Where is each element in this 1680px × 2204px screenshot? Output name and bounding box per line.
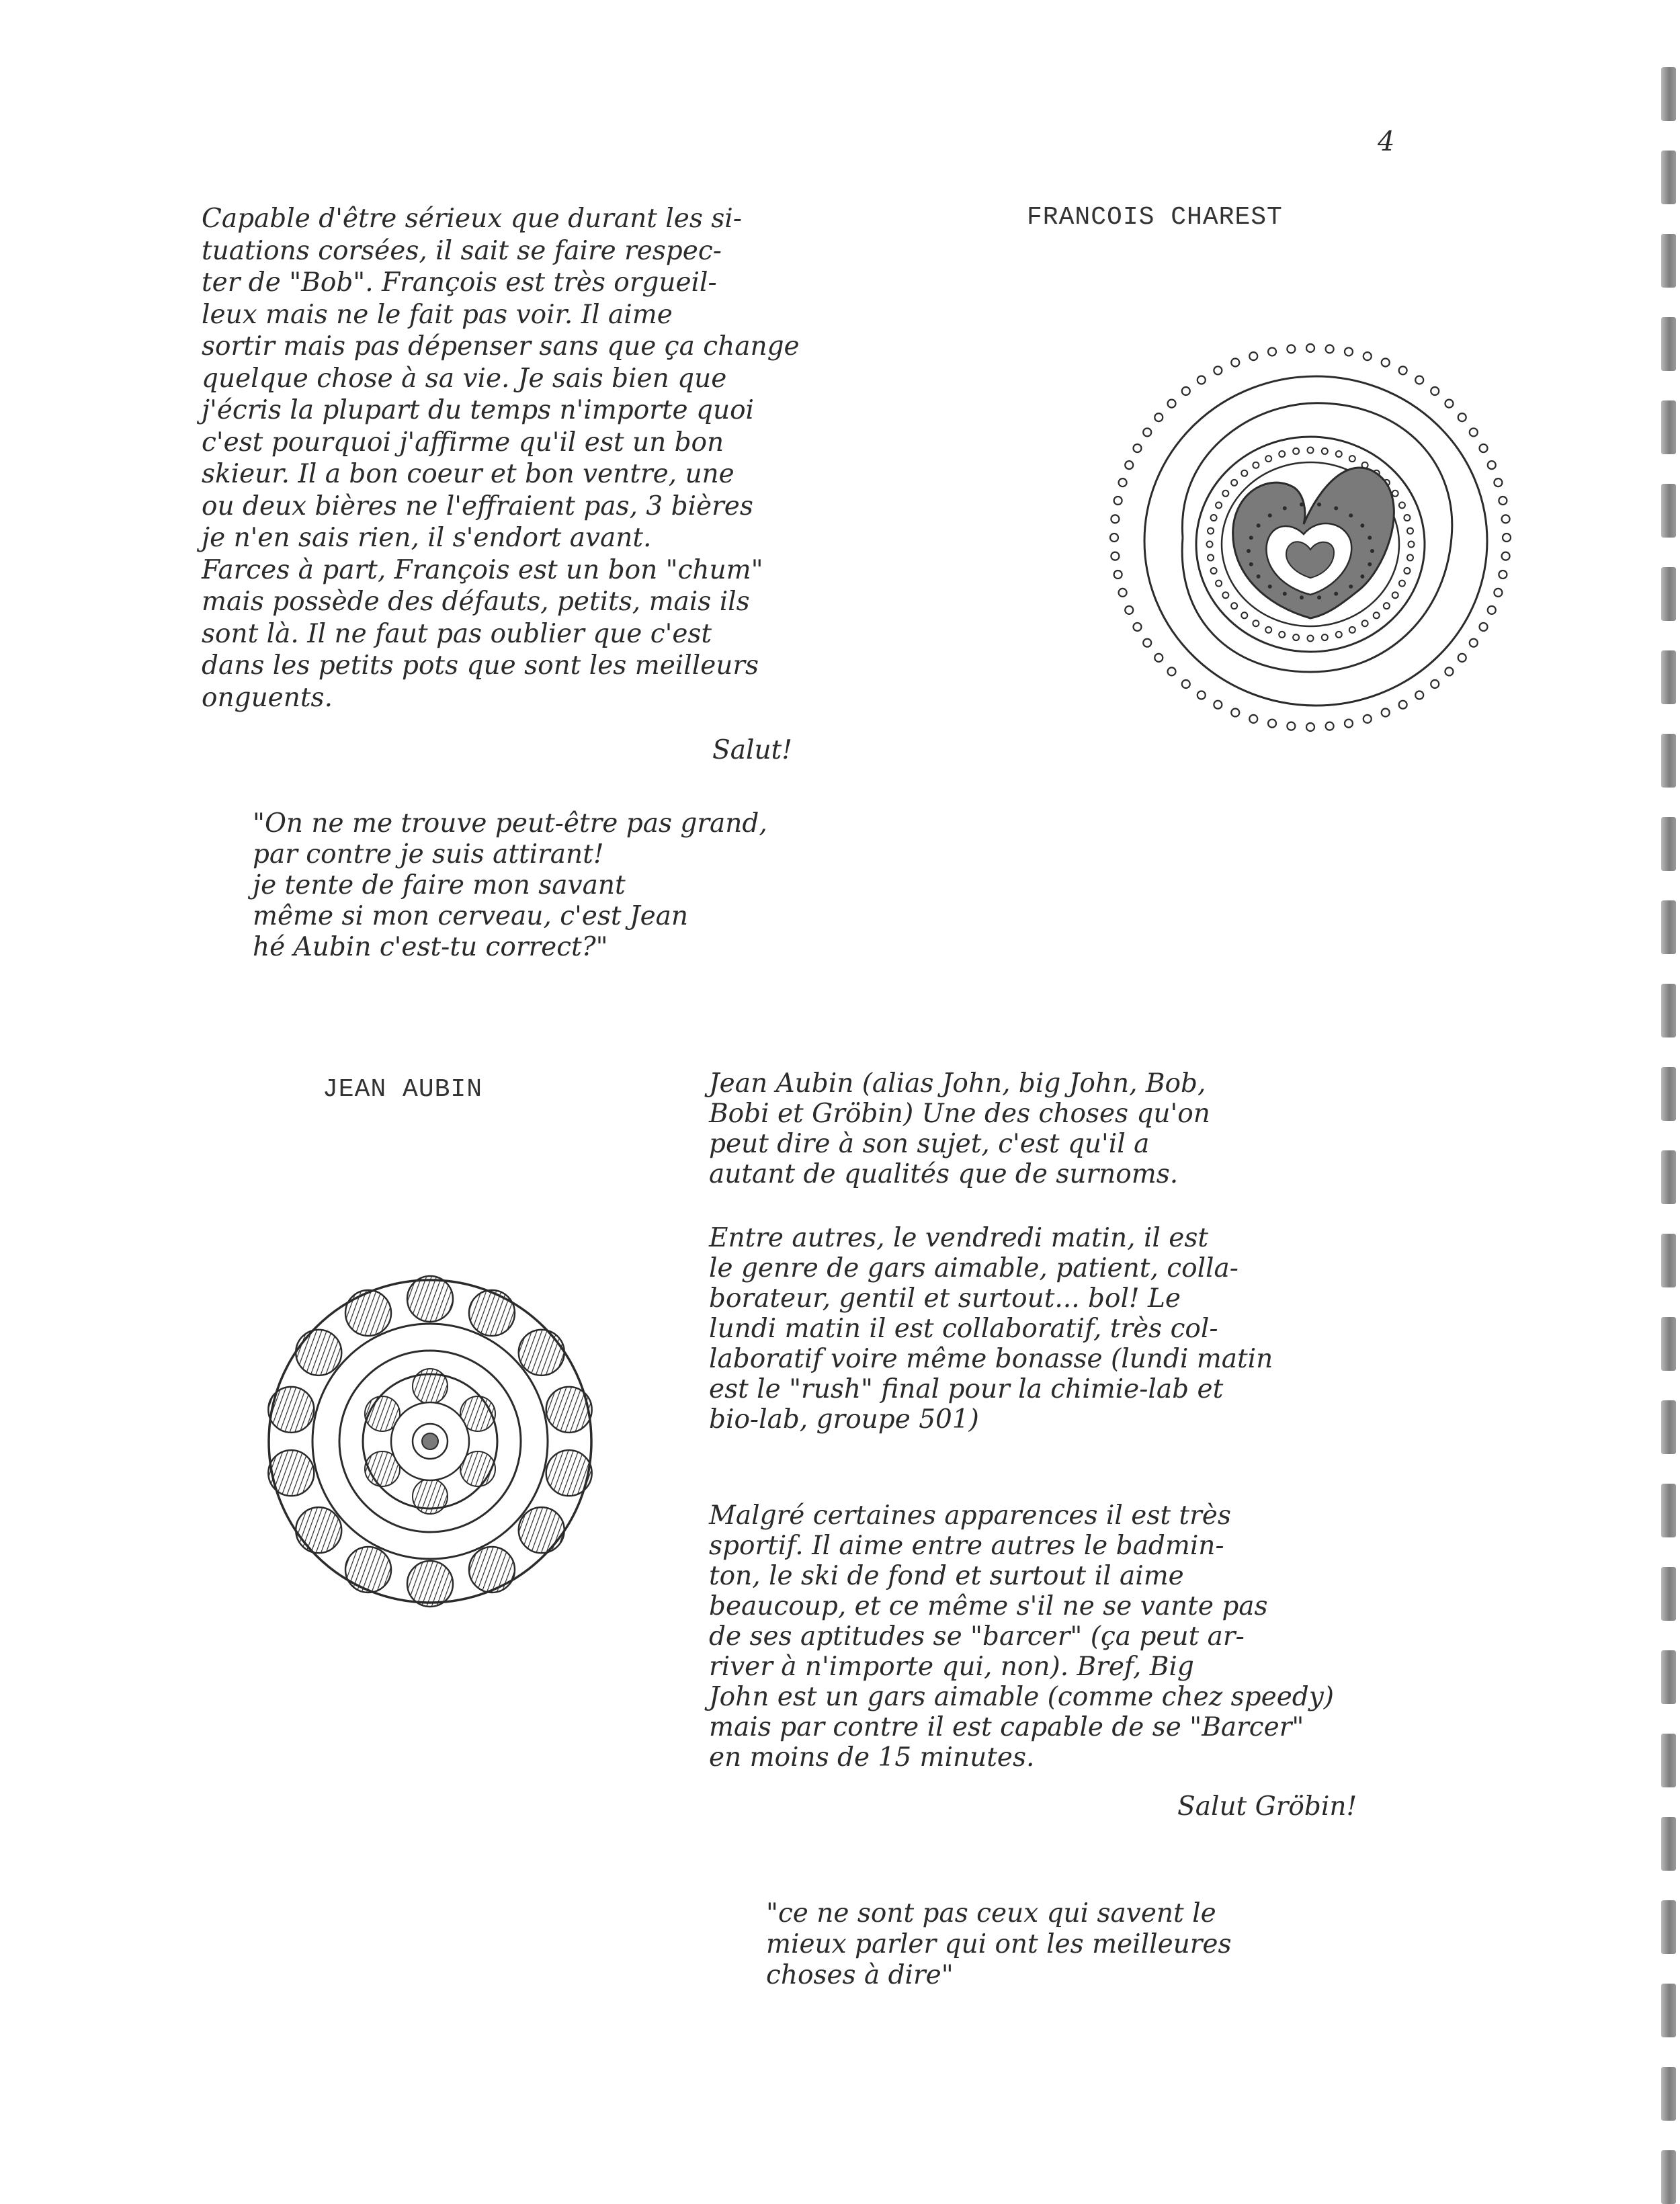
francois-paragraph-line: leux mais ne le fait pas voir. Il aime	[202, 299, 673, 330]
binding-ring	[1661, 1150, 1676, 1204]
binding-ring	[1661, 1567, 1676, 1621]
jean-paragraph-1	[709, 1068, 1448, 1189]
jean-paragraph-2	[709, 1223, 1448, 1435]
jean-paragraph-1-line: peut dire à son sujet, c'est qu'il a	[709, 1129, 1150, 1159]
francois-paragraph-line: quelque chose à sa vie. Je sais bien que	[202, 363, 727, 394]
heart-mandala-icon	[1102, 336, 1519, 746]
binding-ring	[1661, 1400, 1676, 1454]
francois-paragraph-line: sortir mais pas dépenser sans que ça change	[202, 331, 800, 362]
jean-name-heading: JEAN AUBIN	[323, 1075, 483, 1104]
jean-paragraph-3-line: river à n'importe qui, non). Bref, Big	[709, 1652, 1194, 1682]
jean-paragraph-3-line: beaucoup, et ce même s'il ne se vante pas	[709, 1591, 1268, 1621]
jean-paragraph-3	[709, 1500, 1475, 1773]
page-number: 4	[1378, 126, 1395, 157]
binding-ring	[1661, 484, 1676, 538]
jean-paragraph-2-line: est le "rush" final pour la chimie-lab et	[709, 1374, 1224, 1404]
francois-paragraph-line: Capable d'être sérieux que durant les si-	[202, 204, 742, 234]
binding-ring	[1661, 67, 1676, 121]
jean-paragraph-3-line: John est un gars aimable (comme chez speedy)	[709, 1682, 1335, 1712]
binding-ring	[1661, 400, 1676, 454]
jean-quote-line: "ce ne sont pas ceux qui savent le	[766, 1898, 1216, 1929]
jean-paragraph-2-line: borateur, gentil et surtout... bol! Le	[709, 1283, 1181, 1314]
jean-paragraph-2-line: laboratif voire même bonasse (lundi matin	[709, 1344, 1273, 1374]
francois-quote-line: par contre je suis attirant!	[253, 839, 604, 870]
binding-ring	[1661, 1900, 1676, 1954]
binding-ring	[1661, 817, 1676, 871]
binding-ring	[1661, 1650, 1676, 1704]
francois-quote-line: "On ne me trouve peut-être pas grand,	[253, 808, 767, 839]
binding-ring	[1661, 1484, 1676, 1537]
francois-paragraph-line: dans les petits pots que sont les meilleurs	[202, 650, 759, 681]
binding-ring	[1661, 567, 1676, 621]
binding-ring	[1661, 2150, 1676, 2204]
francois-name-heading: FRANCOIS CHAREST	[1027, 203, 1283, 232]
sun-mandala-icon	[262, 1273, 598, 1609]
binding-ring	[1661, 984, 1676, 1037]
jean-paragraph-3-line: de ses aptitudes se "barcer" (ça peut ar-	[709, 1621, 1245, 1652]
francois-quote	[253, 808, 925, 963]
francois-paragraph	[202, 203, 927, 714]
jean-signoff: Salut Gröbin!	[1177, 1791, 1357, 1822]
binding-ring	[1661, 151, 1676, 204]
francois-paragraph-line: c'est pourquoi j'affirme qu'il est un bon	[202, 427, 724, 458]
jean-paragraph-3-line: ton, le ski de fond et surtout il aime	[709, 1561, 1184, 1591]
francois-quote-line: même si mon cerveau, c'est Jean	[253, 901, 689, 931]
francois-quote-line: hé Aubin c'est-tu correct?"	[253, 932, 608, 962]
binding-ring	[1661, 1067, 1676, 1121]
francois-paragraph-line: je n'en sais rien, il s'endort avant.	[202, 523, 652, 553]
binding-ring	[1661, 1317, 1676, 1371]
francois-paragraph-line: mais possède des défauts, petits, mais ils	[202, 587, 750, 617]
jean-quote-line: mieux parler qui ont les meilleures	[766, 1929, 1232, 1959]
binding-ring	[1661, 650, 1676, 704]
jean-paragraph-2-line: le genre de gars aimable, patient, colla-	[709, 1253, 1238, 1283]
jean-paragraph-2-line: lundi matin il est collaboratif, très col-	[709, 1314, 1218, 1344]
francois-paragraph-line: sont là. Il ne faut pas oublier que c'est	[202, 618, 712, 649]
francois-paragraph-line: onguents.	[202, 682, 333, 713]
jean-paragraph-3-line: sportif. Il aime entre autres le badmin-	[709, 1531, 1224, 1561]
jean-paragraph-1-line: autant de qualités que de surnoms.	[709, 1159, 1179, 1189]
francois-paragraph-line: tuations corsées, il sait se faire respec-	[202, 235, 722, 266]
jean-paragraph-2-line: bio-lab, groupe 501)	[709, 1404, 979, 1435]
francois-signoff: Salut!	[712, 735, 792, 765]
spiral-binding-icon	[1653, 0, 1680, 2189]
francois-paragraph-line: skieur. Il a bon coeur et bon ventre, une	[202, 459, 734, 489]
binding-ring	[1661, 1984, 1676, 2037]
francois-paragraph-line: Farces à part, François est un bon "chum"	[202, 554, 763, 585]
jean-paragraph-3-line: Malgré certaines apparences il est très	[709, 1500, 1231, 1531]
jean-paragraph-1-line: Bobi et Gröbin) Une des choses qu'on	[709, 1099, 1210, 1129]
francois-quote-line: je tente de faire mon savant	[253, 870, 626, 900]
jean-paragraph-3-line: en moins de 15 minutes.	[709, 1742, 1035, 1773]
francois-paragraph-line: j'écris la plupart du temps n'importe quoi	[202, 395, 755, 425]
binding-ring	[1661, 2067, 1676, 2121]
francois-paragraph-line: ter de "Bob". François est très orgueil-	[202, 267, 717, 298]
binding-ring	[1661, 734, 1676, 788]
francois-paragraph-line: ou deux bières ne l'effraient pas, 3 bières	[202, 491, 753, 521]
binding-ring	[1661, 900, 1676, 954]
binding-ring	[1661, 234, 1676, 288]
binding-ring	[1661, 1817, 1676, 1871]
jean-paragraph-3-line: mais par contre il est capable de se "Barcer"	[709, 1712, 1304, 1742]
binding-ring	[1661, 1734, 1676, 1787]
jean-quote-line: choses à dire"	[766, 1960, 954, 1990]
binding-ring	[1661, 1234, 1676, 1287]
jean-paragraph-1-line: Jean Aubin (alias John, big John, Bob,	[709, 1068, 1206, 1099]
jean-paragraph-2-line: Entre autres, le vendredi matin, il est	[709, 1223, 1209, 1253]
binding-ring	[1661, 317, 1676, 371]
jean-quote	[766, 1898, 1438, 1991]
